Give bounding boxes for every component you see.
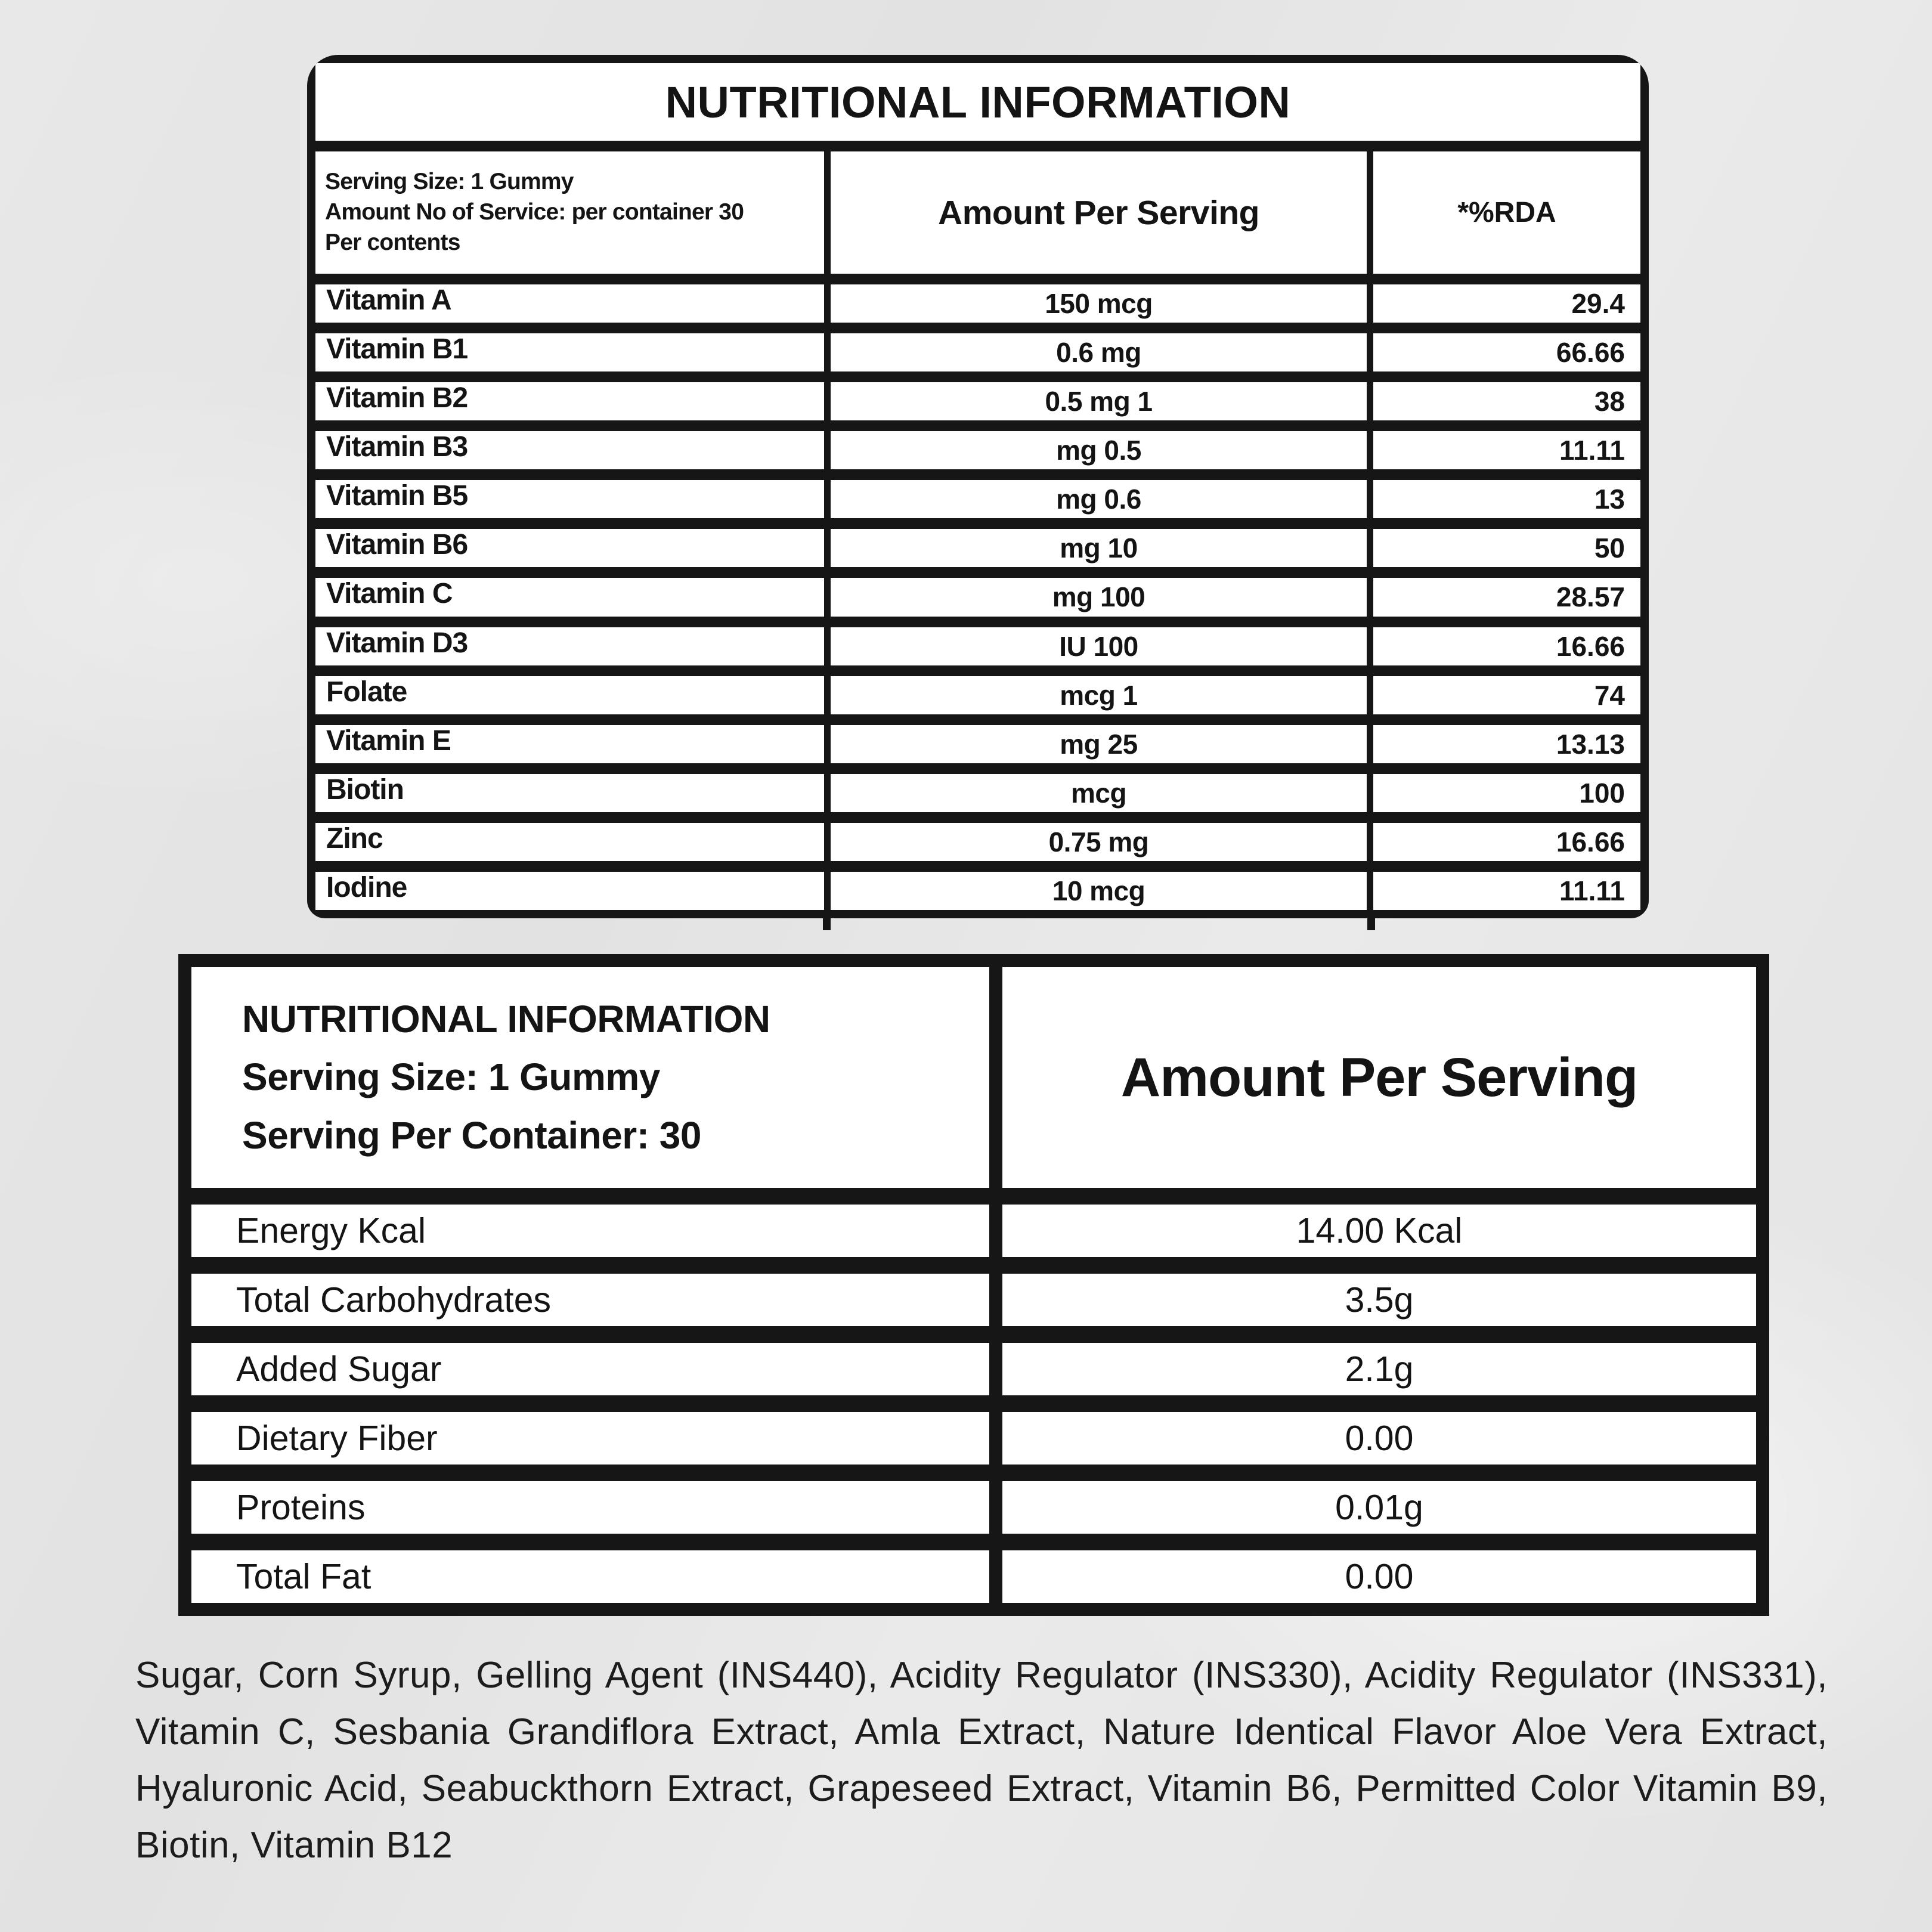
- table1-row-amount: 0.6 mg: [831, 333, 1367, 371]
- table1-row-label: Vitamin B5: [315, 480, 824, 518]
- macro-nutrition-table: [178, 954, 1769, 1616]
- table1-row-label: Vitamin E: [315, 725, 824, 763]
- table1-row-label: Biotin: [315, 774, 824, 812]
- table1-row-label: Iodine: [315, 872, 824, 910]
- table1-row-rda: 11.11: [1373, 431, 1640, 469]
- table1-row-amount: mcg: [831, 774, 1367, 812]
- table1-rda-header: *%RDA: [1373, 151, 1640, 274]
- table1-row-amount: mg 10: [831, 529, 1367, 567]
- table1-row-rda: 28.57: [1373, 578, 1640, 616]
- table1-row-label: Vitamin C: [315, 578, 824, 616]
- table1-row-amount: mg 100: [831, 578, 1367, 616]
- table1-row-amount: 150 mcg: [831, 284, 1367, 323]
- table1-row-rda: 100: [1373, 774, 1640, 812]
- table1-row-label: Folate: [315, 676, 824, 714]
- table1-row-amount: IU 100: [831, 627, 1367, 665]
- table1-row-amount: mg 0.5: [831, 431, 1367, 469]
- table1-row-rda: 38: [1373, 382, 1640, 420]
- table2-serving-container-line: Serving Per Container: 30: [242, 1113, 701, 1157]
- table2-row-value: 0.01g: [1002, 1481, 1756, 1534]
- table2-row-value: 0.00: [1002, 1412, 1756, 1465]
- table1-row-rda: 13.13: [1373, 725, 1640, 763]
- table2-row-value: 14.00 Kcal: [1002, 1205, 1756, 1257]
- table1-row-amount: 0.75 mg: [831, 823, 1367, 861]
- table2-row-label: Dietary Fiber: [191, 1412, 989, 1465]
- table2-title-line: NUTRITIONAL INFORMATION: [242, 998, 770, 1041]
- table1-row-amount: mg 0.6: [831, 480, 1367, 518]
- table1-row-amount: 0.5 mg 1: [831, 382, 1367, 420]
- table2-header-info-cell: [191, 967, 989, 1188]
- table2-amount-per-serving-header: Amount Per Serving: [1002, 967, 1756, 1188]
- table1-row-rda: 66.66: [1373, 333, 1640, 371]
- table2-row-value: 2.1g: [1002, 1343, 1756, 1395]
- table2-row-value: 0.00: [1002, 1550, 1756, 1603]
- table2-row-label: Total Carbohydrates: [191, 1274, 989, 1326]
- table2-row-label: Energy Kcal: [191, 1205, 989, 1257]
- table1-row-label: Zinc: [315, 823, 824, 861]
- table1-amount-per-serving-header: Amount Per Serving: [831, 151, 1367, 274]
- table1-row-label: Vitamin B3: [315, 431, 824, 469]
- table1-row-rda: 16.66: [1373, 823, 1640, 861]
- table2-row-label: Total Fat: [191, 1550, 989, 1603]
- table1-row-label: Vitamin A: [315, 284, 824, 323]
- table2-row-value: 3.5g: [1002, 1274, 1756, 1326]
- table1-row-amount: 10 mcg: [831, 872, 1367, 910]
- table1-row-amount: mcg 1: [831, 676, 1367, 714]
- table1-row-label: Vitamin B2: [315, 382, 824, 420]
- table1-row-rda: 16.66: [1373, 627, 1640, 665]
- table1-row-amount: mg 25: [831, 725, 1367, 763]
- table2-row-label: Proteins: [191, 1481, 989, 1534]
- table1-row-rda: 11.11: [1373, 872, 1640, 910]
- serving-count-line: Amount No of Service: per container 30: [325, 199, 744, 225]
- table1-row-rda: 29.4: [1373, 284, 1640, 323]
- table1-row-rda: 13: [1373, 480, 1640, 518]
- ingredients-paragraph: Sugar, Corn Syrup, Gelling Agent (INS440), Acidity Regulator (INS330), Acidity Regulator (INS331), Vitamin C, Sesbania Grandiflora Extract, Amla Extract, Nature Identical Flavor Aloe Vera Extract, Hyaluronic Acid, Seabuckthorn Extract, Grapeseed Extract, Vitamin B6, Permitted Color Vitamin B9, Biotin, Vitamin B12: [135, 1655, 1828, 1866]
- table1-row-label: Vitamin D3: [315, 627, 824, 665]
- table1-row-label: Vitamin B6: [315, 529, 824, 567]
- table1-row-rda: 50: [1373, 529, 1640, 567]
- table1-title: NUTRITIONAL INFORMATION: [315, 63, 1640, 141]
- table-divider-tail: [823, 914, 831, 930]
- per-contents-line: Per contents: [325, 229, 460, 255]
- table1-row-rda: 74: [1373, 676, 1640, 714]
- nutritional-information-table: [307, 55, 1649, 918]
- table2-serving-size-line: Serving Size: 1 Gummy: [242, 1055, 660, 1099]
- table2-row-label: Added Sugar: [191, 1343, 989, 1395]
- serving-size-line: Serving Size: 1 Gummy: [325, 169, 574, 195]
- table-divider-tail: [1367, 914, 1375, 930]
- table1-row-label: Vitamin B1: [315, 333, 824, 371]
- table1-serving-info-cell: [315, 151, 824, 274]
